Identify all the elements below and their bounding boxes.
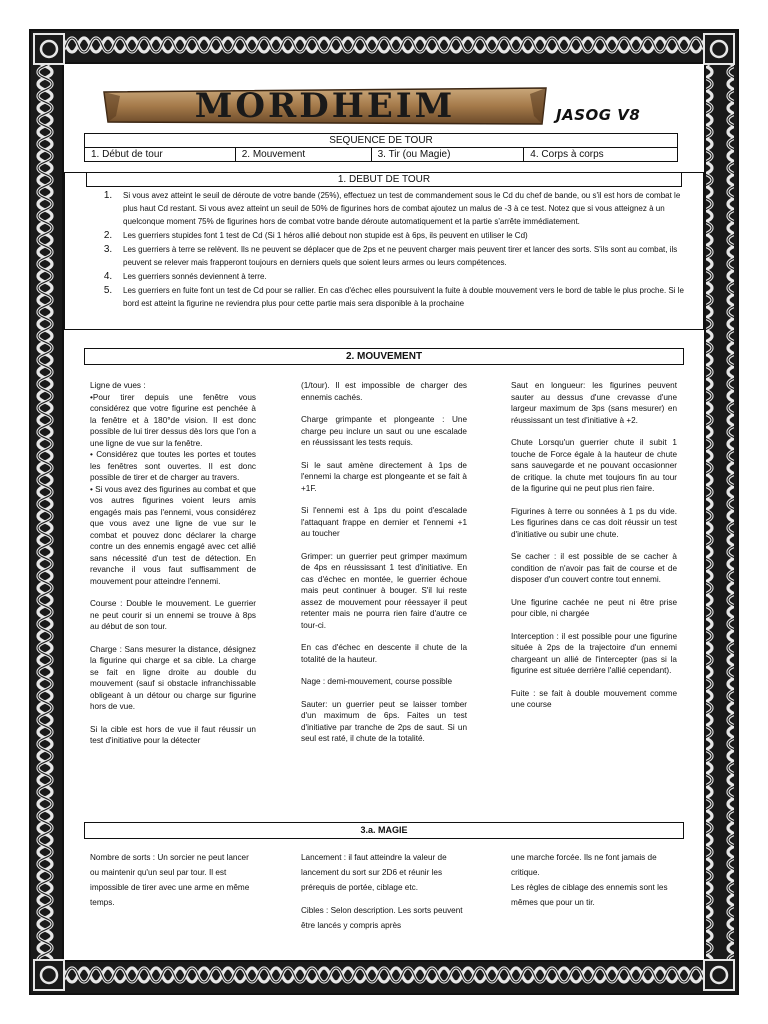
version-label: JASOG V8 (556, 106, 641, 124)
list-item: 2. Les guerriers stupides font 1 test de Cd (Si 1 héros allié debout non stupide est à 6ps, ils peuvent en utiliser le Cd) (115, 229, 695, 242)
list-item: 3. Les guerriers à terre se relèvent. Ils ne peuvent se déplacer que de 2ps et ne peuvent charger mais peuvent tirer et lancer des sorts. S'ils sont au combat, ils peuvent se relever mais frapperont toujours en derniers quels que soient leurs armes ou leurs compétences. (115, 243, 695, 269)
sequence-title: SEQUENCE DE TOUR (85, 134, 678, 148)
sequence-step: 1. Début de tour (85, 148, 236, 162)
list-item: 4. Les guerriers sonnés deviennent à terre. (115, 270, 695, 283)
start-of-turn-list (65, 189, 703, 310)
paragraph: Nage : demi-mouvement, course possible (301, 677, 453, 686)
paragraph: Grimper: un guerrier peut grimper maximum de 4ps en réussissant 1 test d'initiative. En cas d'échec en montée, le guerrier échoue mais peut continuer à bouger. S'il lui reste assez de mouvement pour réessayer il peut retenter mais ne pourra rien faire d'autre ce tour-ci. (301, 551, 467, 630)
movement-column-3 (511, 380, 677, 711)
paragraph: Nombre de sorts : Un sorcier ne peut lancer ou maintenir qu'un seul par tour. Il est impossible de tirer avec une arme en même temps. (90, 853, 250, 907)
movement-column-1 (90, 380, 256, 747)
sequence-step: 4. Corps à corps (524, 148, 678, 162)
list-item: 1. Si vous avez atteint le seuil de déroute de votre bande (25%), effectuez un test de commandement sous le Cd du chef de bande, ou s'il est hors de combat le plus haut Cd restant. Si vous avez atteint un seuil de 50% de figurines hors de combat ajoutez un malus de -3 à ce test. Notez que si vous atteignez à un quelconque moment 75% de figurines hors de combat votre bande déroute automatiquement et la partie s'arrête immédiatement. (115, 189, 695, 228)
paragraph: (1/tour). Il est impossible de charger des ennemis cachés. (301, 381, 467, 402)
paragraph: Course : Double le mouvement. Le guerrier ne peut courir si un ennemi se trouve à 8ps au début de son tour. (90, 599, 256, 631)
paragraph: Charge : Sans mesurer la distance, désignez la figurine qui charge et sa cible. La charge se fait en ligne droite au double du mouvement (sauf si obstacle infranchissable obligeant à un détour ou charge sur figurine hors de vue. (90, 644, 256, 711)
section-title: 2. MOUVEMENT (84, 348, 684, 365)
magic-column-1 (90, 850, 258, 918)
list-item: 5. Les guerriers en fuite font un test de Cd pour se rallier. En cas d'échec elles poursuivent la fuite à double mouvement vers le bord de table le plus proche. Si le bord est atteint la figurine ne reviendra plus pour cette partie mais sera disponible à la prochaine (115, 284, 695, 310)
turn-sequence-table (84, 133, 678, 162)
paragraph: Cibles : Selon description. Les sorts peuvent être lancés y compris après (301, 906, 463, 930)
sequence-step: 2. Mouvement (235, 148, 371, 162)
paragraph: Fuite : se fait à double mouvement comme une course (511, 688, 677, 709)
paragraph: Si l'ennemi est à 1ps du point d'escalade l'attaquant frappe en dernier et l'ennemi +1 au toucher (301, 506, 467, 538)
section-title: 3.a. MAGIE (84, 822, 684, 839)
paragraph: Si la cible est hors de vue il faut réussir un test d'initiative pour la détecter (90, 724, 256, 745)
paragraph: Si le saut amène directement à 1ps de l'ennemi la charge est plongeante et se fait à +1F. (301, 460, 467, 493)
sequence-step: 3. Tir (ou Magie) (371, 148, 524, 162)
magic-column-2 (301, 850, 469, 941)
paragraph: Saut en longueur: les figurines peuvent sauter au dessus d'une crevasse d'une largeur maximum de 3ps (sans mesurer) en réussissant un test d'initiative à +2. (511, 381, 677, 425)
paragraph: Figurines à terre ou sonnées à 1 ps du vide. Les figurines dans ce cas doit réussir un test d'initiative ou subir une chute. (511, 506, 677, 539)
svg-text:MORDHEIM: MORDHEIM (194, 86, 456, 126)
movement-column-2 (301, 380, 467, 745)
paragraph: Chute Lorsqu'un guerrier chute il subit 1 touche de Force égale à la hauteur de chute sans sauvegarde et ne pouvant occasionner de critique. la chute met toujours fin au tour de la figurine qui ne peut plus rien faire. (511, 438, 677, 493)
paragraph: Charge grimpante et plongeante : Une charge peu inclure un saut ou une escalade en réussissant les tests requis. (301, 415, 467, 447)
magic-column-3 (511, 850, 679, 918)
mordheim-logo (100, 86, 550, 126)
paragraph: Ligne de vues : •Pour tirer depuis une fenêtre vous considérez que votre figurine est penchée à la fenêtre et à 180°de vision. Il est donc possible de lui tirer dessus dès lors que l'on a une ligne de vue sur la fenêtre. • Considérez que toutes les portes et toutes les fenêtres sont ouvertes. Il est donc possible de tirer et de charger au travers. • Si vous avez des figurines au combat et que vos autres figurines voient leurs amis engagés mais pas l'ennemi, vous considérez que vous avez une ligne de vue sur le combat et pouvez donc déclarer la charge contre un des ennemis engagé avec cet allié sans nécessité d'un test de détection. En revanche il vous faut suffisamment de mouvement pour atteindre l'ennemi. (90, 381, 256, 586)
paragraph: Se cacher : il est possible de se cacher à condition de n'avoir pas fait de course et de disposer d'un couvert contre tout ennemi. (511, 552, 677, 584)
paragraph: Une figurine cachée ne peut ni être prise pour cible, ni chargée (511, 597, 677, 618)
start-of-turn-section (64, 172, 704, 330)
paragraph: En cas d'échec en descente il chute de la totalité de la hauteur. (301, 643, 467, 664)
paragraph: Interception : il est possible pour une figurine située à 2ps de la trajectoire d'un ennemi chargeant un allié de l'intercepter (pas si la figurine est située derrière l'allié cependant). (511, 631, 677, 675)
section-title: 1. DEBUT DE TOUR (86, 173, 682, 187)
paragraph: une marche forcée. Ils ne font jamais de critique. Les règles de ciblage des ennemis sont les mêmes que pour un tir. (511, 853, 668, 907)
paragraph: Sauter: un guerrier peut se laisser tomber d'un maximum de 6ps. Faites un test d'initiative par tranche de 2ps de saut. Si un seul est raté, il chute de la totalité. (301, 699, 467, 743)
paragraph: Lancement : il faut atteindre la valeur de lancement du sort sur 2D6 et réunir les prérequis de portée, ciblage etc. (301, 853, 447, 892)
